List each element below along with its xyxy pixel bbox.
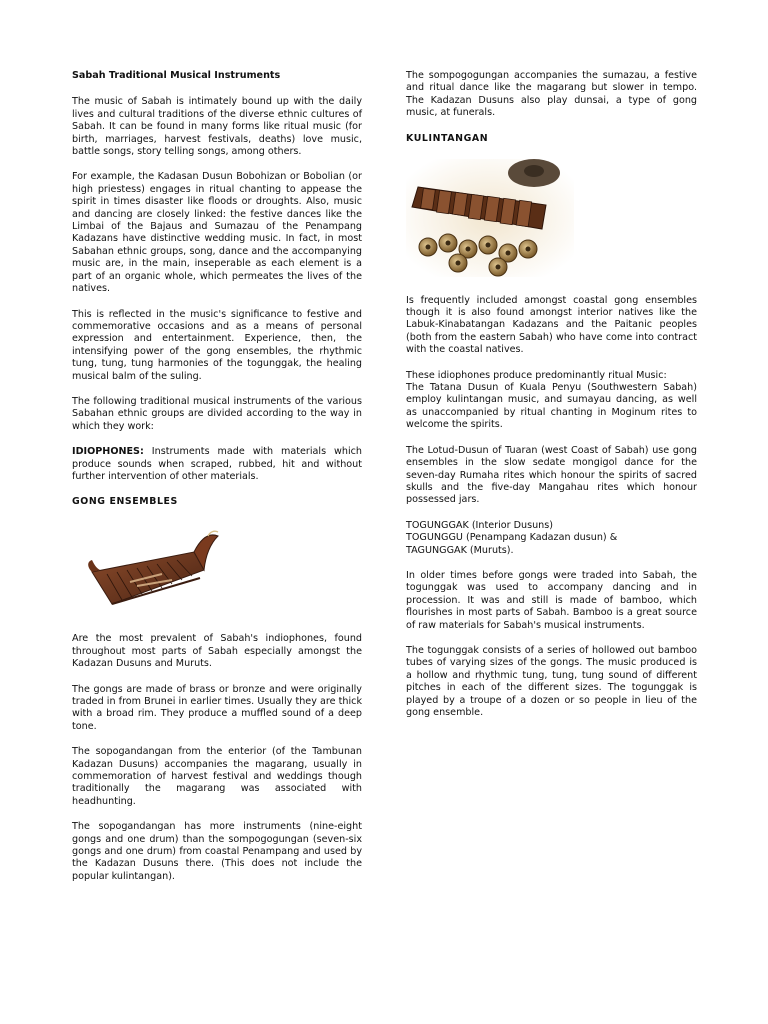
paragraph: The music of Sabah is intimately bound up with the daily lives and cultural traditions of the diverse ethnic cultures of Sabah. It can be found in many forms like ritual music (for birth, marriages, harvest festivals, deaths) love music, battle songs, story telling songs, among others.: [72, 96, 362, 158]
gong-instrument-image: [82, 522, 232, 617]
paragraph: In older times before gongs were traded into Sabah, the togunggak was used to accompany dancing and in procession. It was and still is made of bamboo, which flourishes in most parts of Sabah. Bamboo is a great source of raw materials for Sabah's musical instruments.: [406, 569, 697, 631]
paragraph-line: These idiophones produce predominantly ritual Music:: [406, 369, 667, 381]
gong-ensembles-heading: GONG ENSEMBLES: [72, 496, 178, 508]
idiophones-label: IDIOPHONES:: [72, 446, 144, 458]
idiophones-paragraph: [72, 446, 362, 483]
list-item: TOGUNGGU (Penampang Kadazan dusun) &: [406, 532, 618, 544]
paragraph: Is frequently included amongst coastal gong ensembles though it is also found amongst interior natives like the Labuk-Kinabatangan Kadazans and the Paitanic peoples (both from the eastern Sabah) who have come into contract with the coastal natives.: [406, 294, 697, 356]
paragraph: The sopogandangan from the enterior (of the Tambunan Kadazan Dusuns) accompanies the magarang, usually in commemoration of harvest festival and weddings though traditionally the magarang was associated with headhunting.: [72, 746, 362, 807]
paragraph: For example, the Kadasan Dusun Bobohizan or Bobolian (or high priestess) engages in ritual chanting to appease the spirit in times disaster like floods or droughts. Also, music and dancing are closely linked: the festive dances like the Limbai of the Bajaus and Sumazau of the Penampang Kadazans have distinctive wedding music. In fact, in most Sabahan ethnic groups, song, dance and the accompanying music are, in the main, inseperable as each element is a part of an organic whole, which permeates the lives of the natives.: [72, 171, 362, 295]
paragraph: The sopogandangan has more instruments (nine-eight gongs and one drum) than the sompogogungan (seven-six gongs and one drum) from coastal Penampang and used by the Kadazan Dusuns there. (This does not include the popular kulintangan).: [72, 821, 362, 882]
right-column: [406, 70, 697, 732]
paragraph: The gongs are made of brass or bronze and were originally traded in from Brunei in earlier times. Usually they are thick with a broad rim. They produce a muffled sound of a deep tone.: [72, 683, 362, 732]
left-column: [72, 70, 362, 896]
paragraph: This is reflected in the music's significance to festive and commemorative occasions and as a means of personal expression and entertainment. Experience, then, the intensifying power of the gong ensembles, the rhythmic tung, tung, tung harmonies of the togunggak, the healing musical balm of the suling.: [72, 308, 362, 382]
paragraph: Are the most prevalent of Sabah's indiophones, found throughout most parts of Sabah especially amongst the Kadazan Dusuns and Muruts.: [72, 633, 362, 670]
kulintangan-heading: KULINTANGAN: [406, 132, 489, 144]
paragraph-line: The Tatana Dusun of Kuala Penyu (Southwestern Sabah) employ kulintangan music, and sumayau dancing, as well as unaccompanied by ritual chanting in Moginum rites to welcome the spirits.: [406, 382, 697, 431]
kulintangan-instrument-image: [406, 159, 574, 277]
paragraph: The Lotud-Dusun of Tuaran (west Coast of Sabah) use gong ensembles in the slow sedate mongigol dance for the seven-day Rumaha rites which honour the spirits of sacred skulls and the five-day Mangahau rites which honour possessed jars.: [406, 444, 697, 506]
instrument-name-list: [406, 520, 697, 557]
page-title: Sabah Traditional Musical Instruments: [72, 70, 281, 81]
paragraph: [406, 370, 697, 432]
list-item: TOGUNGGAK (Interior Dusuns): [406, 519, 553, 531]
list-item: TAGUNGGAK (Muruts).: [406, 544, 514, 556]
idiophones-text: Instruments made with materials which produce sounds when scraped, rubbed, hit and without further intervention of other materials.: [72, 446, 362, 482]
paragraph: The togunggak consists of a series of hollowed out bamboo tubes of varying sizes of the gongs. The music produced is a hollow and rhythmic tung, tung, tung sound of different pitches in each of the different sizes. The togunggak is played by a troupe of a dozen or so people in lieu of the gong ensemble.: [406, 644, 697, 718]
paragraph: The following traditional musical instruments of the various Sabahan ethnic groups are divided according to the way in which they work:: [72, 395, 362, 432]
paragraph: The sompogogungan accompanies the sumazau, a festive and ritual dance like the magarang but slower in tempo. The Kadazan Dusuns also play dunsai, a type of gong music, at funerals.: [406, 70, 697, 119]
